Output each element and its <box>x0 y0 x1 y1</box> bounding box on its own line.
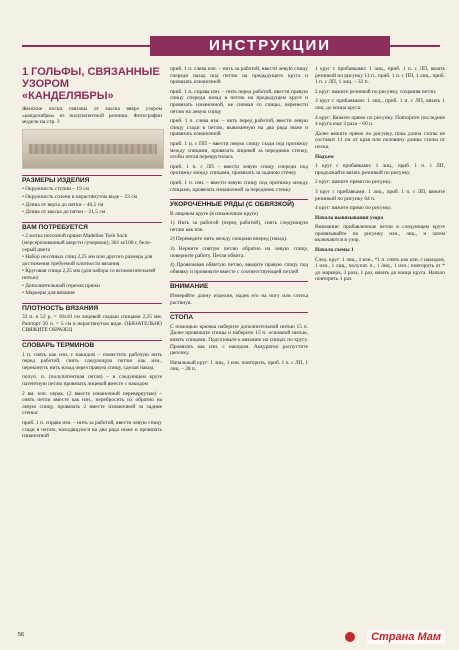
short-rows-step: 2) Переведите нить между спицами вперед (назад). <box>170 236 288 243</box>
short-rows-step: 1) Нить за работой (перед работой), снять следующую петлю как изн. <box>170 220 308 233</box>
page-title: ИНСТРУКЦИИ <box>150 36 390 56</box>
foot-text: С помощью крючка наберите дополнительной нитью 15 п. Далее провяжите спицы и наберите 15 п. основной нитью, вязать спицами. Подготовьте к вязанию на спицах по кругу. Провязать как изн. с накидом. Аккуратно распустите цепочку. <box>170 323 308 357</box>
list-item: • Окружность ступни – 19 см <box>22 186 89 193</box>
list-item: • Окружность голени в нерастянутом виде – 23 см <box>22 193 138 200</box>
term-entry: 2 вм. изн. перек. (2 вместе изнаночной перевернутые) – снять петли вместе как изн., перебросить их обратно на левую спицу, провязать 2 вместе изнаночной за задние стенки <box>22 390 162 417</box>
term-entry: приб. 1 п. изн. – ввести левую спицу под протяжку между спицами, провязать изнаночной за переднюю стенку <box>170 179 308 193</box>
density-text: 32 п. и 52 р. = 10x10 см лицевой гладью спицами 2,25 мм. Раппорт 20 п. = 5 см в нерастянутом виде. ОБЯЗАТЕЛЬНО СВЯЖИТЕ ОБРАЗЕЦ <box>22 314 162 334</box>
watermark-icon <box>345 632 355 642</box>
list-item: • Маркеры для вязания <box>22 290 75 297</box>
start-round-text: Начальный круг: 1 лиц., 1 изн. повторить, приб. 1 п. с ЛП, 1 лиц. – 28 п. <box>170 359 308 373</box>
term-entry: приб. 1 п. с ПП – ввести левую спицу сзади под протяжку между спицами, провязать лицевой за переднюю стенку, чтобы петля перекрутилась <box>170 140 308 161</box>
term-entry: полуп. п. (полупатентная петля) – в следующем круге патентную петлю провязать лицевой вместе с накидом <box>22 374 162 388</box>
column-1 <box>22 66 162 443</box>
short-rows-step: В лицевом круге (в изнаночном круге) <box>170 210 259 217</box>
pattern-heading: Начало вывязывания узора <box>315 214 384 221</box>
list-item: • Длина от верха до пятки – 40,5 см <box>22 201 104 208</box>
header-rule-right <box>390 45 440 47</box>
list-item: • Круговая спица 2,25 мм (для набора со вспомогательной нитью) <box>22 268 156 281</box>
header-rule-left <box>22 45 150 47</box>
round-text: 1 круг с прибавками: 1 лиц., приб. 1 п. с ЛП, вязать резинкой по рисунку 11 п., приб. 1 п. с ПП, 1 лиц., приб. 1 п. с ЛП, 1 лиц. – 32 п. <box>315 66 445 86</box>
term-entry: приб. 1 п. справа изн. – нить перед работой, ввести правую спицу спереди назад в петлю на предыдущем круге и провязать изнаночной, не снимая со спицы, перенести петлю на левую спицу <box>170 88 308 115</box>
term-entry: приб. 1 п. слева изн. – нить перед работой, ввести левую спицу сзади в петлю, вывязанную на два ряда ниже и провязать изнаночной <box>170 118 308 138</box>
scheme-heading: Начало схемы 1 <box>315 247 354 254</box>
round-text: 1 круг с прибавками: 1 лиц., приб. 1 п. с ЛП, продолжайте вязать резинкой по рисунку. <box>315 163 445 176</box>
sizes-heading: РАЗМЕРЫ ИЗДЕЛИЯ <box>22 175 162 185</box>
term-entry: приб. 1 п. справа изн. – нить за работой, ввести левую спицу сзади в петлю, находящуюся на два ряда ниже и провязать изнаночной <box>22 420 162 440</box>
note-heading: ВНИМАНИЕ <box>170 281 308 291</box>
round-text: 3 круг с прибавками: 1 лиц., приб. 1 п. с ЛП, вязать 1 лиц. до конца круга. <box>315 98 445 111</box>
pattern-text: Внимание: прибавленные петли в следующем круге провязывайте по рисунку изн., лиц., и затем включаются в узор. <box>315 224 445 244</box>
sock-photo <box>22 129 164 169</box>
scheme-text: След. круг: 1 лиц., 1 изн., *1 п. снять как изн. с накидом, 1 изн., 1 лиц., полупат. п., 1 лиц., 1 изн.; повторить от * до маркера, 3 раза, 1 раз, вязать до конца круга. Начало повторить 1 раз. <box>315 256 445 283</box>
round-text: 3 круг с прибавками: 1 лиц., приб. 1 п. с ЛП, вяжите резинкой по рисунку 64 п. <box>315 188 445 202</box>
column-2 <box>170 66 308 376</box>
round-text: Далее вяжите прямо по рисунку, пока длина стопы не составит 11 см от края или половину длины стопы от носка. <box>315 130 445 150</box>
round-text: 2 круг: вяжите резинкой по рисунку, сохраняя петли. <box>315 88 437 95</box>
materials-heading: ВАМ ПОТРЕБУЕТСЯ <box>22 222 162 232</box>
instep-heading: Подъем <box>315 153 334 160</box>
watermark: Страна Мам <box>367 630 445 644</box>
terms-heading: СЛОВАРЬ ТЕРМИНОВ <box>22 340 162 350</box>
short-rows-heading: УКОРОЧЕННЫЕ РЯДЫ (С ОБВЯЗКОЙ) <box>170 199 308 209</box>
column-3 <box>315 66 445 286</box>
list-item: • 2 мотка носочной пряжи Madeline Tosh Sock (мерсеризованный шерсти супервош), 361 м/100 г, бело-серый цвета <box>22 233 152 253</box>
round-text: 2 круг: вяжите прямо по рисунку. <box>315 179 392 186</box>
density-heading: ПЛОТНОСТЬ ВЯЗАНИЯ <box>22 303 162 313</box>
foot-heading: СТОПА <box>170 312 308 322</box>
list-item: • Дополнительный отрезок пряжи <box>22 282 100 289</box>
note-text: Измеряйте длину изделия, надев его на ногу или слегка растянув. <box>170 293 308 306</box>
list-item: • Длина от мыска до пятки – 21,5 см <box>22 209 106 216</box>
round-text: 4 круг: Вяжите прямо по рисунку. Повторите последние 4 круга еще 3 раза – 60 п. <box>315 114 445 128</box>
round-text: 4 круг: вяжите прямо по рисунку. <box>315 205 392 212</box>
pattern-title: 1 ГОЛЬФЫ, СВЯЗАННЫЕ УЗОРОМ «КАНДЕЛЯБРЫ» <box>22 66 160 102</box>
sizes-list <box>22 186 162 215</box>
short-rows-step: 3) Верните снятую петлю обратно на левую спицу, поверните работу. Петля обвита. <box>170 246 308 259</box>
list-item: • Набор носочных спиц 2,25 мм или другого размера для достижения требуемой плотности вязания <box>22 254 153 267</box>
page-number: 56 <box>18 632 25 638</box>
short-rows-step: 4) Провязывая обвитую петлю, введите правую спицу под обвивку и провяжите вместе с соответствующей петлей <box>170 262 308 275</box>
term-entry: 1 п. снять как изн. с накидом – поместить рабочую нить перед работой, снять следующую петлю как изн., перекинуть нить назад через правую спицу, сделав накид <box>22 351 162 371</box>
materials-list <box>22 233 162 296</box>
intro-text: Женские носки связаны от мыска вверх узором «канделябры» из полупатентной резинки. Фотографии модели на стр. 3 <box>22 106 162 126</box>
term-entry: приб. 1 п. с ЛП – ввести левую спицу спереди под протяжку между спицами, провязать за заднюю стенку <box>170 163 308 177</box>
term-entry: приб. 1 п. слева изн. – нить за работой, ввести левую спицу спереди назад под петлю на предыдущего круга и провязать изнаночной <box>170 66 308 86</box>
